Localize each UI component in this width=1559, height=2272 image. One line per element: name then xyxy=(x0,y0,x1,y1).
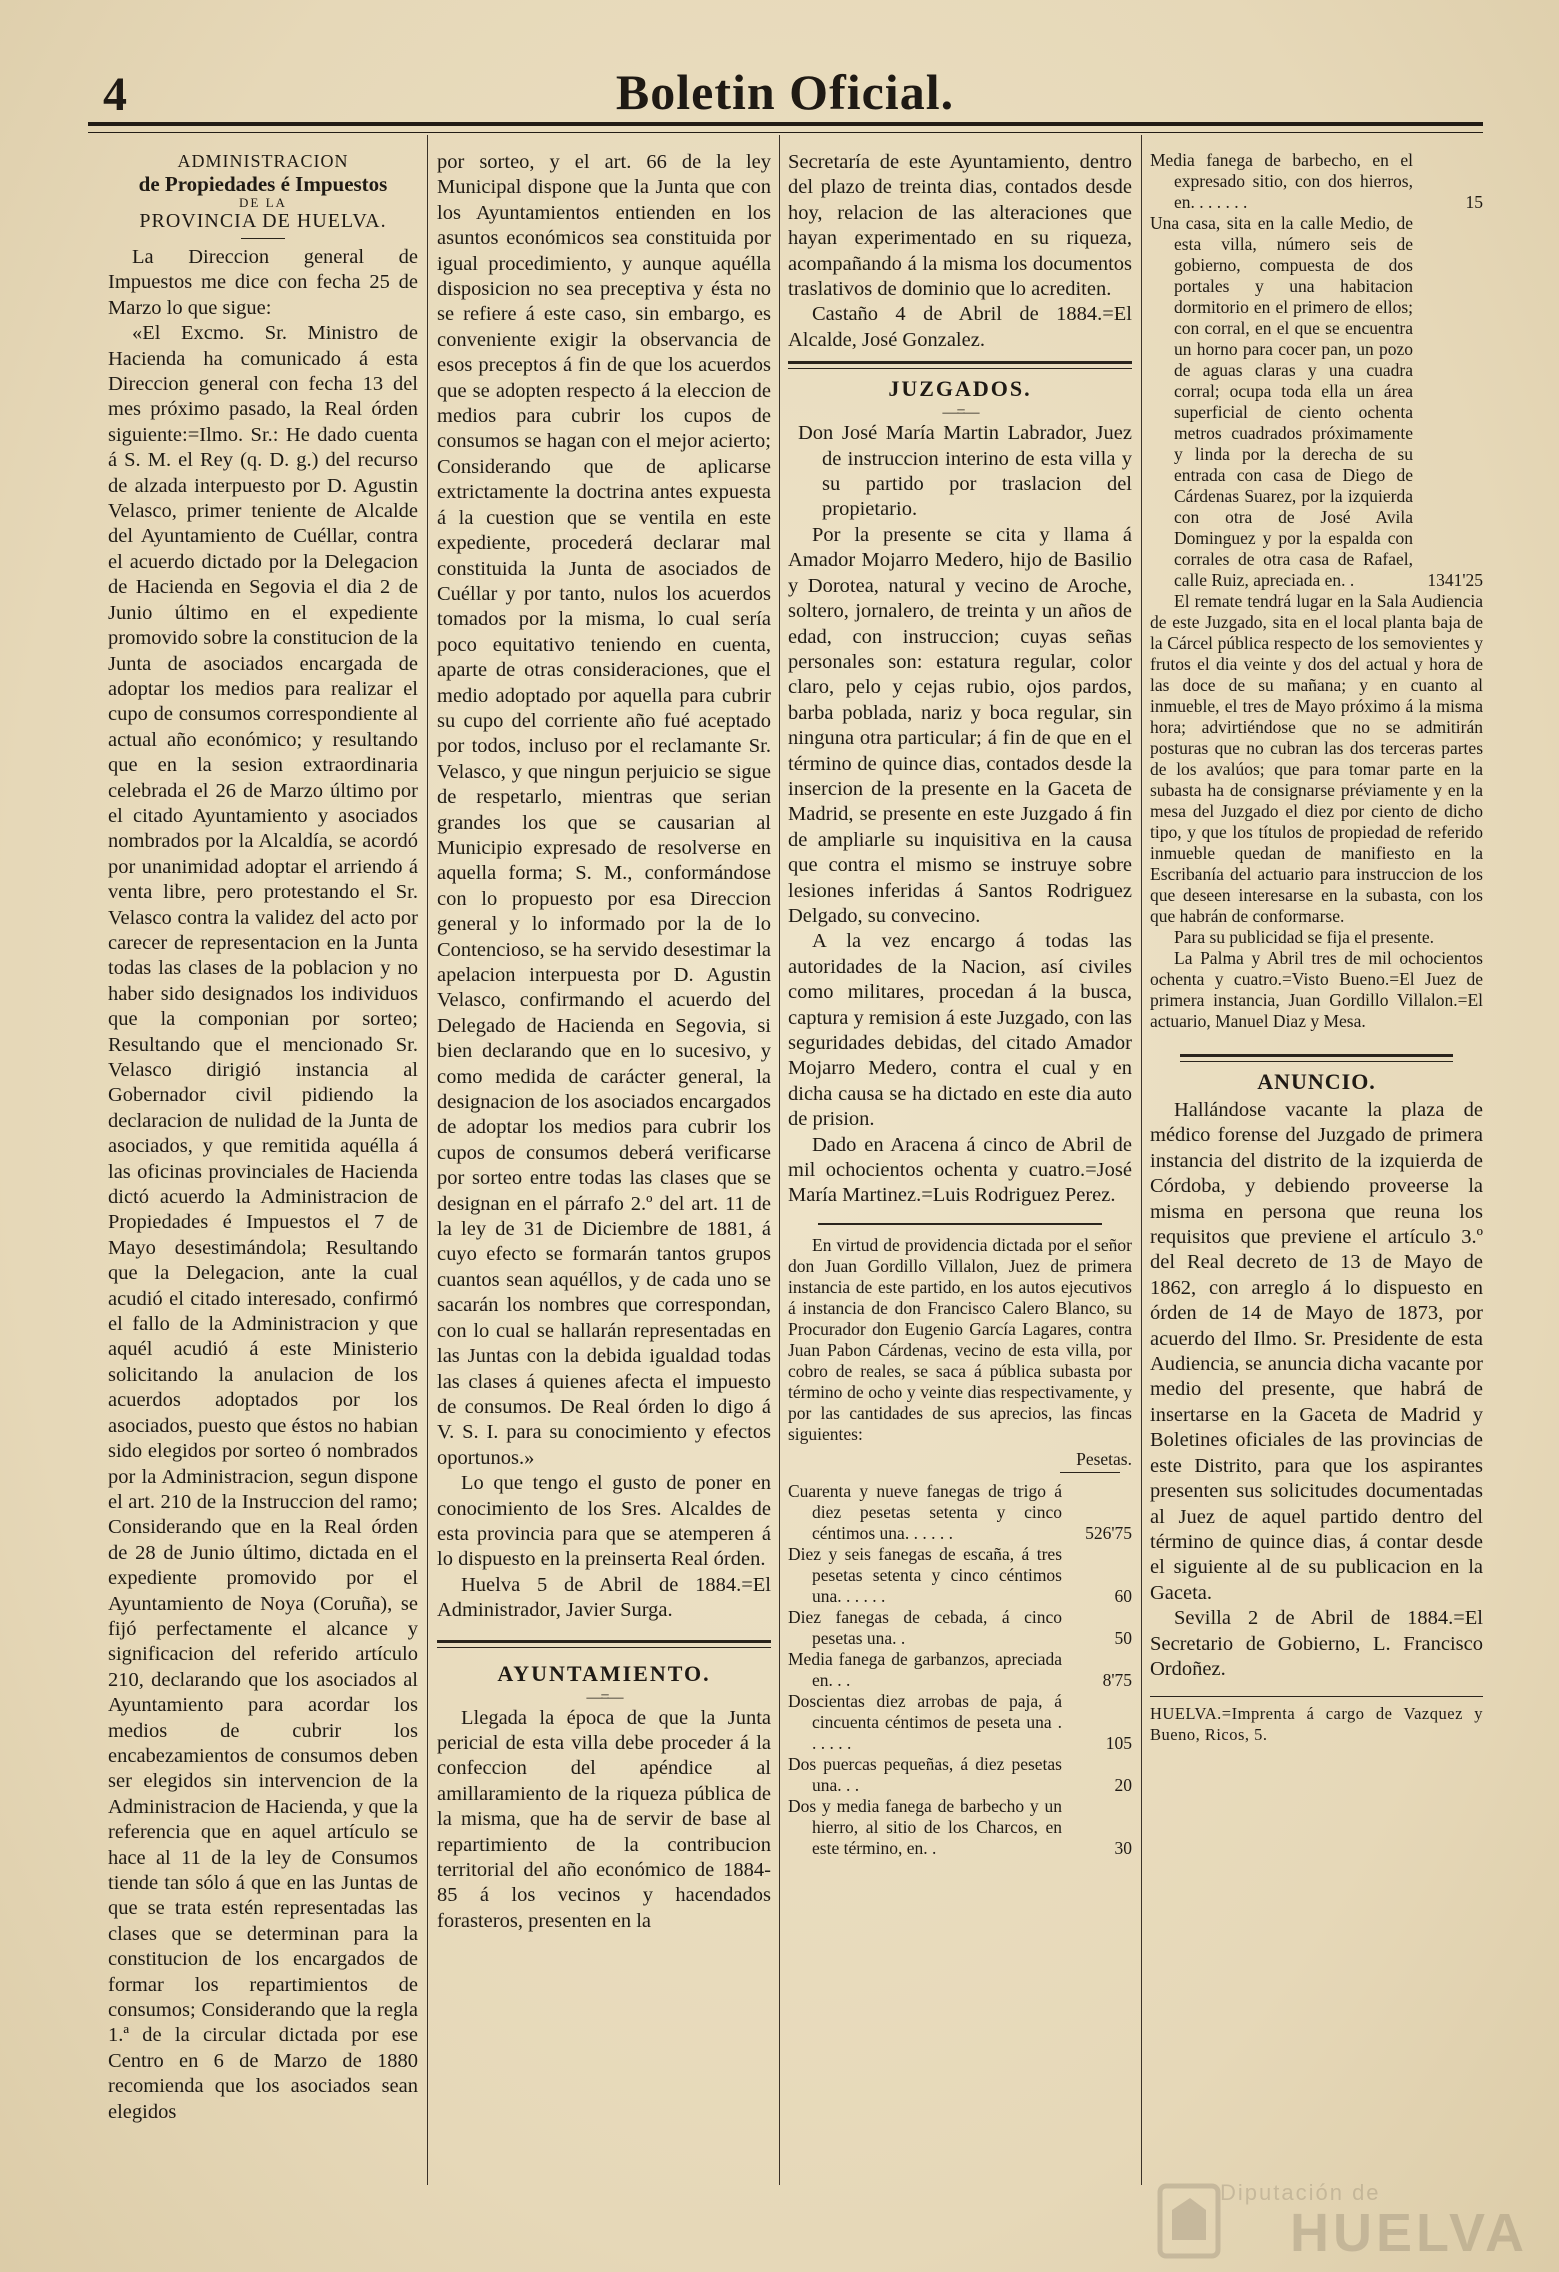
auction-item-value: 15 xyxy=(1465,192,1483,212)
auction-item xyxy=(1150,213,1483,591)
watermark-text: HUELVA xyxy=(1290,2203,1528,2263)
section-title: ANUNCIO. xyxy=(1257,1069,1376,1094)
ornament: —=— xyxy=(586,1688,622,1706)
auction-item xyxy=(788,1481,1132,1544)
signature-line: Huelva 5 de Abril de 1884.=El Administrador, Javier Surga. xyxy=(437,1573,771,1622)
auction-list xyxy=(1150,150,1483,591)
section-heading: PROVINCIA DE HUELVA. xyxy=(139,210,387,232)
section-title: AYUNTAMIENTO. xyxy=(497,1660,711,1686)
divider xyxy=(1060,1472,1120,1473)
auction-item-text: Diez y seis fanegas de escaña, á tres pesetas setenta y cinco céntimos una. . . . . . xyxy=(788,1543,1062,1606)
auction-item-value: 1341'25 xyxy=(1427,570,1483,590)
section-heading: de Propiedades é Impuestos xyxy=(138,172,388,196)
auction-item xyxy=(1150,150,1483,213)
auction-item-text: Media fanega de garbanzos, apreciada en. . . xyxy=(788,1648,1062,1690)
signature-line: La Palma y Abril tres de mil ochocientos ochenta y cuatro.=Visto Bueno.=El Juez de primera instancia, Juan Gordillo Villalon.=El actuario, Manuel Diaz y Mesa. xyxy=(1150,948,1483,1031)
column-3 xyxy=(788,150,1132,2185)
auction-item-text: Cuarenta y nueve fanegas de trigo á diez pesetas setenta y cinco céntimos una. . . . . . xyxy=(788,1480,1062,1543)
watermark-text: Diputación de xyxy=(1220,2180,1381,2205)
paragraph: por sorteo, y el art. 66 de la ley Municipal dispone que la Junta que con los Ayuntamientos entienden en los asuntos económicos sea constituida por igual procedimiento, y aunque aquélla disposicion no sea preceptiva y ésta no se refiere á este caso, sin embargo, es conveniente exigir la observancia de esos preceptos á fin de que los acuerdos que se adopten respecto á la eleccion de medios para cubrir los cupos de consumos se hagan con el mejor acierto; Considerando que de aplicarse extrictamente la doctrina antes expuesta á la cuestion que se ventila en este expediente, procederá declarar mal constituida la Junta de asociados de Cuéllar y por tanto, nulos los acuerdos tomados por la misma, lo cual sería poco equitativo teniendo en cuenta, aparte de otras consideraciones, que el medio adoptado por aquella para cubrir su cupo del corriente año fué aceptado por todos, incluso por el reclamante Sr. Velasco, y que ningun perjuicio se sigue de respetarlo, mientras que serian grandes los que se causarian al Municipio expresado de resolverse en aquella forma; S. M., conformándose con lo propuesto por esa Direccion general y lo informado por la de lo Contencioso, se ha servido desestimar la apelacion interpuesta por D. Agustin Velasco, confirmando el acuerdo del Delegado de Hacienda en Segovia, si bien declarando que en lo sucesivo, y como medida de carácter general, la designacion de los asociados encargados de adoptar los medios para cubrir los cupos de consumos deberá verificarse por sorteo entre todas las clases que se designan en el párrafo 2.º del art. 11 de la ley de 31 de Diciembre de 1881, á cuyo efecto se formarán tantos grupos cuantos sean aquéllos, y de cada uno se sacarán los nombres que correspondan, con lo cual se hallarán representadas en las Juntas con la debida igualdad todas las clases á quienes afecta el impuesto de consumos. De Real órden lo digo á V. S. I. para su conocimiento y efectos oportunos.» xyxy=(437,151,771,1469)
auction-item-value: 50 xyxy=(1114,1627,1132,1648)
paragraph: Llegada la época de que la Junta pericial de esta villa debe proceder á la confeccion del apéndice al amillaramiento de la riqueza pública de la misma, que ha de servir de base al repartimiento de la contribucion territorial del año económico de 1884-85 á los vecinos y hacendados forasteros, presenten en la xyxy=(437,1706,771,1932)
page-header xyxy=(85,55,1485,125)
auction-item-text: Doscientas diez arrobas de paja, á cincuenta céntimos de peseta una . . . . . . xyxy=(788,1690,1062,1753)
signature-line: Castaño 4 de Abril de 1884.=El Alcalde, José Gonzalez. xyxy=(788,303,1132,351)
auction-item-text: Dos puercas pequeñas, á diez pesetas una. . . xyxy=(788,1753,1062,1795)
section-rule xyxy=(1180,1054,1453,1062)
paragraph: Hallándose vacante la plaza de médico forense del Juzgado de primera instancia del distrito de la izquierda de Córdoba, y debiendo proveerse la misma en persona que reuna los requisitos que previene el artículo 3.º del Real decreto de 13 de Mayo de 1862, con arreglo á lo dispuesto en órden de 14 de Mayo de 1873, por acuerdo del Ilmo. Sr. Presidente de esta Audiencia, se anuncia dicha vacante por medio del presente, que habrá de insertarse en la Gaceta de Madrid y Boletines oficiales de las provincias de este Distrito, para que los aspirantes presenten sus solicitudes documentadas al Juez de aquel partido dentro del término de quince dias, á contar desde el siguiente al de su publicacion en la Gaceta. xyxy=(1150,1099,1483,1604)
auction-item xyxy=(788,1691,1132,1754)
header-rule xyxy=(88,122,1483,133)
auction-item xyxy=(788,1796,1132,1859)
section-heading: DE LA xyxy=(239,195,287,210)
pesetas-header: Pesetas. xyxy=(1076,1448,1132,1469)
auction-item-value: 60 xyxy=(1114,1585,1132,1606)
divider xyxy=(818,1223,1102,1225)
column-1 xyxy=(108,150,418,2185)
printer-footer: HUELVA.=Imprenta á cargo de Vazquez y Bueno, Ricos, 5. xyxy=(1150,1696,1483,1745)
column-divider xyxy=(779,135,780,2185)
paragraph: Por la presente se cita y llama á Amador Mojarro Medero, hijo de Basilio y Dorotea, natural y vecino de Aroche, soltero, jornalero, de treinta y un años de edad, con instruccion; cuyas señas personales son: estatura regular, color claro, pelo y cejas rubio, ojos pardos, barba poblada, nariz y boca regular, sin ninguna otra particular; á fin de que en el término de quince dias, contados desde la insercion de la presente en la Gaceta de Madrid, se presente en este Juzgado á fin de ampliarle su inquisitiva en la causa que contra el mismo se instruye sobre lesiones inferidas á Santos Rodriguez Delgado, su convecino. xyxy=(788,523,1132,927)
paragraph: A la vez encargo á todas las autoridades de la Nacion, así civiles como militares, procedan á la busca, captura y remision á este Juzgado, con las seguridades debidas, del citado Amador Mojarro Medero, contra el cual y en dicha causa se ha dictado en este dia auto de prision. xyxy=(788,930,1132,1131)
column-4 xyxy=(1150,150,1483,2185)
column-2 xyxy=(437,150,771,2185)
auction-list xyxy=(788,1481,1132,1859)
auction-item-text: Media fanega de barbecho, en el expresado sitio, con dos hierros, en. . . . . . . xyxy=(1150,150,1413,212)
auction-item-value: 20 xyxy=(1114,1774,1132,1795)
paragraph: La Direccion general de Impuestos me dice con fecha 25 de Marzo lo que sigue: xyxy=(108,246,418,319)
section-heading: ADMINISTRACION xyxy=(177,151,349,171)
paragraph: En virtud de providencia dictada por el señor don Juan Gordillo Villalon, Juez de primera instancia de este partido, en los autos ejecutivos á instancia de don Francisco Calero Blanco, su Procurador don Eugenio García Lagares, contra Juan Pabon Cárdenas, vecino de esta villa, por cobro de reales, se saca á pública subasta por término de ocho y veinte dias respectivamente, y por las cantidades de sus aprecios, las fincas siguientes: xyxy=(788,1234,1132,1444)
paragraph: Secretaría de este Ayuntamiento, dentro del plazo de treinta dias, contados desde hoy, relacion de las alteraciones que hayan experimentado en su riqueza, acompañando á la misma los documentos traslativos de dominio que lo acrediten. xyxy=(788,151,1132,301)
auction-item xyxy=(788,1754,1132,1796)
auction-item-text: Una casa, sita en la calle Medio, de esta villa, número seis de gobierno, compuesta de dos portales y una habitacion dormitorio en el primero de ellos; con corral, en el que se encuentra un horno para cocer pan, un pozo de aguas claras y una cuadra corral; ocupa toda ella un área superficial de ciento ochenta metros cuadrados próximamente y linda por la derecha de su entrada con casa de Diego de Cárdenas Suarez, por la izquierda con otra de José Avila Dominguez y por la espalda con corrales de otra casa de Rafael, calle Ruiz, apreciada en. . xyxy=(1150,213,1413,590)
auction-item-value: 8'75 xyxy=(1102,1669,1132,1690)
paragraph: El remate tendrá lugar en la Sala Audiencia de este Juzgado, sita en el local planta baja de la Cárcel pública respecto de los semovientes y frutos el dia veinte y dos del actual y hora de las doce de su mañana; y en cuanto al inmueble, el tres de Mayo próximo á la misma hora; advirtiéndose que no se admitirán posturas que no cubran las dos terceras partes de los avalúos; que para tomar parte en la subasta ha de consignarse préviamente y en la mesa del Juzgado el diez por ciento de dicho tipo, y que los títulos de propiedad de referido inmueble quedan de manifiesto en la Escribanía del actuario para instruccion de los que deseen interesarse en la subasta, con los que habrán de conformarse. xyxy=(1150,591,1483,926)
section-rule xyxy=(788,361,1132,369)
auction-item-value: 105 xyxy=(1105,1732,1132,1753)
paragraph: Lo que tengo el gusto de poner en conocimiento de los Sres. Alcaldes de esta provincia para que se atemperen á lo dispuesto en la preinserta Real órden. xyxy=(437,1472,771,1571)
paragraph: Don José María Martin Labrador, Juez de instruccion interino de esta villa y su partido por traslacion del propietario. xyxy=(798,422,1132,521)
section-rule xyxy=(437,1640,771,1648)
column-divider xyxy=(427,135,428,2185)
auction-item-text: Diez fanegas de cebada, á cinco pesetas una. . xyxy=(788,1606,1062,1648)
auction-item xyxy=(788,1607,1132,1649)
column-divider xyxy=(1141,135,1142,2185)
auction-item-text: Dos y media fanega de barbecho y un hierro, al sitio de los Charcos, en este término, en. . xyxy=(788,1795,1062,1858)
signature-line: Sevilla 2 de Abril de 1884.=El Secretario de Gobierno, L. Francisco Ordoñez. xyxy=(1150,1607,1483,1680)
auction-item-value: 30 xyxy=(1114,1837,1132,1858)
auction-item xyxy=(788,1544,1132,1607)
section-title: JUZGADOS. xyxy=(888,376,1032,402)
archive-watermark xyxy=(1150,2180,1528,2263)
paragraph: Para su publicidad se fija el presente. xyxy=(1174,927,1434,947)
divider xyxy=(241,238,285,239)
auction-item xyxy=(788,1649,1132,1691)
ornament: —=— xyxy=(942,404,978,422)
auction-item-value: 526'75 xyxy=(1085,1522,1132,1543)
paragraph: Dado en Aracena á cinco de Abril de mil ochocientos ochenta y cuatro.=José María Martinez.=Luis Rodriguez Perez. xyxy=(788,1133,1132,1207)
page-number: 4 xyxy=(103,68,127,121)
page-title: Boletin Oficial. xyxy=(615,64,955,120)
paragraph: «El Excmo. Sr. Ministro de Hacienda ha comunicado á esta Direccion general con fecha 13 del mes próximo pasado, la Real órden siguiente:=Ilmo. Sr.: He dado cuenta á S. M. el Rey (q. D. g.) del recurso de alzada interpuesto por D. Agustin Velasco, primer teniente de Alcalde del Ayuntamiento de Cuéllar, contra el acuerdo dictado por la Delegacion de Hacienda en Segovia el dia 2 de Junio último en el expediente promovido sobre la constitucion de la Junta de asociados encargada de adoptar los medios para realizar el cupo de consumos correspondiente al actual año económico; y resultando que en la sesion extraordinaria celebrada el 26 de Marzo último por el citado Ayuntamiento y asociados nombrados por la Alcaldía, se acordó por unanimidad adoptar el arriendo á venta libre, pero protestando el Sr. Velasco contra la validez del acto por carecer de representacion en la Junta todas las clases de la poblacion y no haber sido designados los individuos que la componian por sorteo; Resultando que el mencionado Sr. Velasco dirigió instancia al Gobernador civil pidiendo la declaracion de nulidad de la Junta de asociados, y que remitida aquélla á las oficinas provinciales de Hacienda dictó acuerdo la Administracion de Propiedades é Impuestos el 7 de Mayo desestimándola; Resultando que la Delegacion, ante la cual acudió el citado interesado, confirmó el fallo de la Administracion y que aquél acudió á este Ministerio solicitando la anulacion de los acuerdos adoptados por los asociados, puesto que éstos no habian sido elegidos por sorteo ó nombrados por la Administracion, segun dispone el art. 210 de la Instruccion del ramo; Considerando que en la Real órden de 28 de Junio último, dictada en el expediente promovido por el Ayuntamiento de Noya (Coruña), se fijó perfectamente el alcance y significacion del referido artículo 210, declarando que los asociados al Ayuntamiento para acordar los medios de cubrir los encabezamientos de consumos deben ser elegidos sin intervencion de la Administracion de Hacienda, y que la referencia que en aquel artículo se hace al 11 de la ley de Consumos tiende tan sólo á que en las Juntas de que se trata estén representadas las clases que se determinan para la constitucion de los encargados de formar los repartimientos de consumos; Considerando que la regla 1.ª de la circular dictada por ese Centro en 6 de Marzo de 1880 recomienda que los asociados sean elegidos xyxy=(108,322,418,2123)
